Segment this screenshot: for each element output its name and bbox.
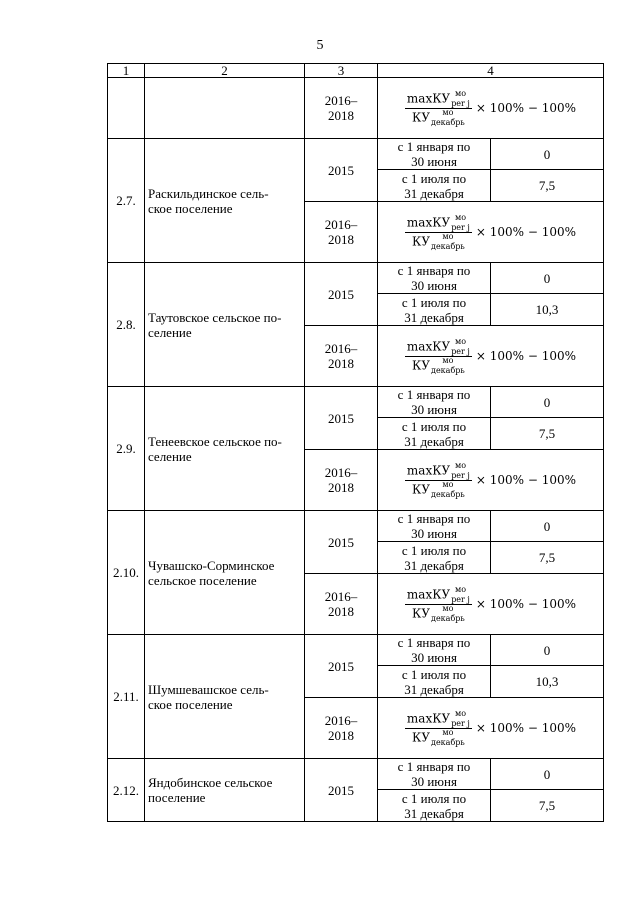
value-second-half: 7,5 xyxy=(491,790,604,822)
year-2015: 2015 xyxy=(305,387,378,450)
growth-formula xyxy=(405,708,577,747)
period-first-half: с 1 января по 30 июня xyxy=(378,635,491,666)
formula-multiplier: × 100% − 100% xyxy=(475,100,577,115)
table-row xyxy=(108,139,604,170)
growth-formula xyxy=(405,88,577,127)
growth-formula xyxy=(405,460,577,499)
row-number: 2.7. xyxy=(108,139,145,263)
formula-multiplier: × 100% − 100% xyxy=(475,472,577,487)
year-range: 2016– 2018 xyxy=(305,450,378,511)
value-first-half: 0 xyxy=(491,139,604,170)
table-row xyxy=(108,263,604,294)
value-first-half: 0 xyxy=(491,263,604,294)
period-second-half: с 1 июля по 31 декабря xyxy=(378,666,491,698)
value-first-half: 0 xyxy=(491,511,604,542)
formula-multiplier: × 100% − 100% xyxy=(475,224,577,239)
year-2015: 2015 xyxy=(305,635,378,698)
formula-cell xyxy=(378,202,604,263)
value-first-half: 0 xyxy=(491,759,604,790)
table-row xyxy=(108,511,604,542)
column-header-1: 1 xyxy=(108,64,145,78)
value-first-half: 0 xyxy=(491,387,604,418)
formula-cell xyxy=(378,326,604,387)
page-number: 5 xyxy=(316,38,324,53)
formula-cell xyxy=(378,698,604,759)
year-range: 2016– 2018 xyxy=(305,202,378,263)
year-range: 2016– 2018 xyxy=(305,326,378,387)
tariff-table xyxy=(107,63,604,822)
table-row xyxy=(108,759,604,790)
formula-fraction xyxy=(405,336,472,375)
row-number xyxy=(108,78,145,139)
value-first-half: 0 xyxy=(491,635,604,666)
row-number: 2.12. xyxy=(108,759,145,822)
table-row xyxy=(108,387,604,418)
formula-denominator: КУ мо декабрь xyxy=(412,231,465,251)
period-first-half: с 1 января по 30 июня xyxy=(378,387,491,418)
formula-numerator: maxКУ мо per j xyxy=(406,212,470,232)
value-second-half: 10,3 xyxy=(491,294,604,326)
period-second-half: с 1 июля по 31 декабря xyxy=(378,294,491,326)
formula-multiplier: × 100% − 100% xyxy=(475,348,577,363)
formula-multiplier: × 100% − 100% xyxy=(475,720,577,735)
period-second-half: с 1 июля по 31 декабря xyxy=(378,790,491,822)
settlement-name: Раскильдинское сель- ское поселение xyxy=(145,139,305,263)
period-first-half: с 1 января по 30 июня xyxy=(378,139,491,170)
formula-denominator: КУ мо декабрь xyxy=(412,479,465,499)
settlement-name: Яндобинское сельское поселение xyxy=(145,759,305,822)
value-second-half: 7,5 xyxy=(491,170,604,202)
formula-denominator: КУ мо декабрь xyxy=(412,355,465,375)
settlement-name: Шумшевашское сель- ское поселение xyxy=(145,635,305,759)
year-range: 2016– 2018 xyxy=(305,574,378,635)
period-second-half: с 1 июля по 31 декабря xyxy=(378,418,491,450)
column-header-4: 4 xyxy=(378,64,604,78)
row-number: 2.8. xyxy=(108,263,145,387)
row-number: 2.11. xyxy=(108,635,145,759)
year-2015: 2015 xyxy=(305,263,378,326)
value-second-half: 10,3 xyxy=(491,666,604,698)
settlement-name: Таутовское сельское по- селение xyxy=(145,263,305,387)
period-second-half: с 1 июля по 31 декабря xyxy=(378,542,491,574)
formula-cell xyxy=(378,450,604,511)
formula-fraction xyxy=(405,708,472,747)
year-2015: 2015 xyxy=(305,511,378,574)
period-first-half: с 1 января по 30 июня xyxy=(378,511,491,542)
year-range: 2016– 2018 xyxy=(305,698,378,759)
formula-multiplier: × 100% − 100% xyxy=(475,596,577,611)
year-range: 2016– 2018 xyxy=(305,78,378,139)
formula-denominator: КУ мо декабрь xyxy=(412,727,465,747)
row-number: 2.10. xyxy=(108,511,145,635)
formula-denominator: КУ мо декабрь xyxy=(412,107,465,127)
formula-numerator: maxКУ мо per j xyxy=(406,88,470,108)
table-row xyxy=(108,635,604,666)
settlement-name xyxy=(145,78,305,139)
formula-numerator: maxКУ мо per j xyxy=(406,584,470,604)
period-second-half: с 1 июля по 31 декабря xyxy=(378,170,491,202)
column-header-3: 3 xyxy=(305,64,378,78)
table-header-row xyxy=(108,64,604,78)
period-first-half: с 1 января по 30 июня xyxy=(378,759,491,790)
formula-fraction xyxy=(405,460,472,499)
column-header-2: 2 xyxy=(145,64,305,78)
formula-numerator: maxКУ мо per j xyxy=(406,708,470,728)
formula-cell xyxy=(378,574,604,635)
row-number: 2.9. xyxy=(108,387,145,511)
year-2015: 2015 xyxy=(305,139,378,202)
formula-cell xyxy=(378,78,604,139)
period-first-half: с 1 января по 30 июня xyxy=(378,263,491,294)
value-second-half: 7,5 xyxy=(491,418,604,450)
growth-formula xyxy=(405,584,577,623)
value-second-half: 7,5 xyxy=(491,542,604,574)
formula-numerator: maxКУ мо per j xyxy=(406,460,470,480)
formula-denominator: КУ мо декабрь xyxy=(412,603,465,623)
growth-formula xyxy=(405,212,577,251)
formula-numerator: maxКУ мо per j xyxy=(406,336,470,356)
year-2015: 2015 xyxy=(305,759,378,822)
table-row-continuation xyxy=(108,78,604,139)
formula-fraction xyxy=(405,584,472,623)
settlement-name: Чувашско-Сорминское сельское поселение xyxy=(145,511,305,635)
formula-fraction xyxy=(405,212,472,251)
settlement-name: Тенеевское сельское по- селение xyxy=(145,387,305,511)
growth-formula xyxy=(405,336,577,375)
formula-fraction xyxy=(405,88,472,127)
